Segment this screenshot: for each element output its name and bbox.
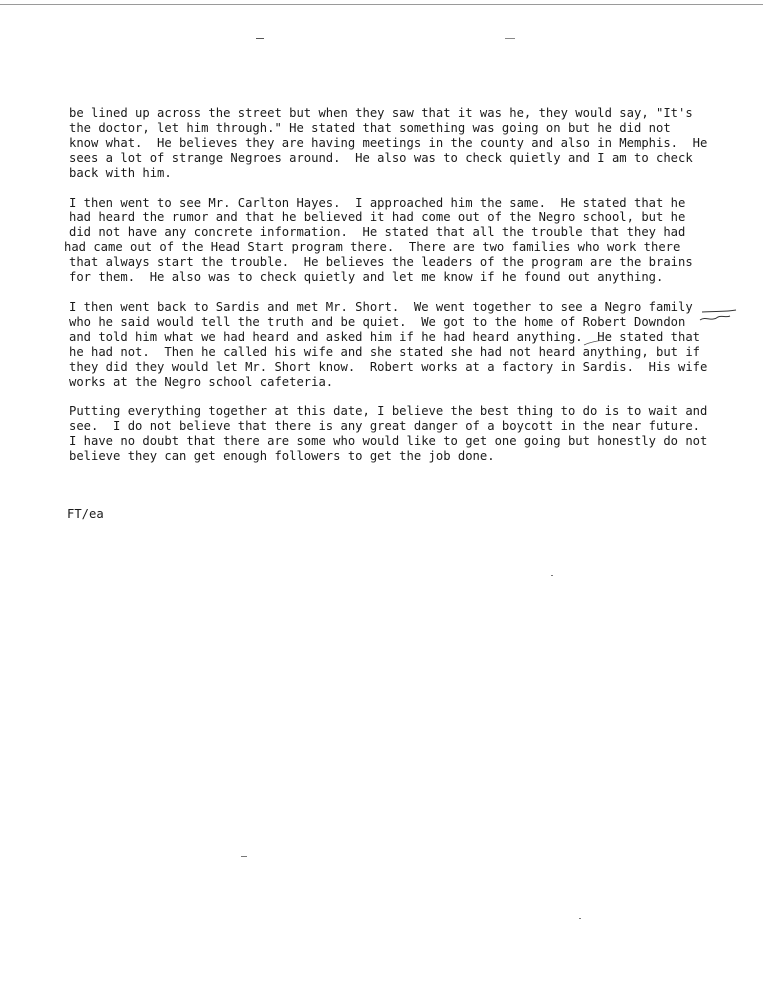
text-line: who he said would tell the truth and be quiet. We got to the home of Robert Downdon [69, 314, 686, 329]
text-line: for them. He also was to check quietly and let me know if he found out anything. [69, 270, 664, 285]
scan-speck [579, 918, 581, 919]
text-line: know what. He believes they are having meetings in the county and also in Memphis. He [69, 135, 708, 150]
text-line: I have no doubt that there are some who would like to get one going but honestly do not [69, 434, 708, 449]
top-edge-rule [0, 4, 763, 5]
text-line: I then went back to Sardis and met Mr. Short. We went together to see a Negro family [69, 299, 693, 314]
text-line: back with him. [69, 165, 172, 180]
text-line: be lined up across the street but when they saw that it was he, they would say, "It's [69, 106, 693, 120]
paragraph-4 [69, 404, 739, 464]
paragraph-3 [69, 300, 739, 389]
scan-speck [551, 575, 553, 576]
scan-speck [241, 856, 247, 857]
text-line: had heard the rumor and that he believed it had come out of the Negro school, but he [69, 210, 686, 225]
paragraph-1 [69, 106, 739, 181]
text-line: and told him what we had heard and asked him if he had heard anything. He stated that [69, 329, 701, 344]
text-line: did not have any concrete information. He stated that all the trouble that they had [69, 225, 686, 240]
text-line: believe they can get enough followers to get the job done. [69, 449, 495, 464]
paragraph-2 [64, 195, 739, 285]
typist-initials: FT/ea [67, 507, 104, 521]
text-line: had came out of the Head Start program there. There are two families who work there [64, 240, 681, 255]
text-line: I then went to see Mr. Carlton Hayes. I approached him the same. He stated that he [69, 195, 686, 210]
text-line: that always start the trouble. He believes the leaders of the program are the brains [69, 255, 693, 270]
header-mark [256, 38, 264, 39]
text-line: Putting everything together at this date, I believe the best thing to do is to wait and [69, 404, 708, 419]
text-line: he had not. Then he called his wife and she stated she had not heard anything, but if [69, 344, 701, 359]
text-line: see. I do not believe that there is any great danger of a boycott in the near future. [69, 419, 701, 434]
text-line: works at the Negro school cafeteria. [69, 374, 334, 389]
header-mark [505, 38, 515, 39]
document-body [64, 106, 739, 464]
handwritten-underline-mark [680, 308, 740, 324]
text-line: they did they would let Mr. Short know. Robert works at a factory in Sardis. His wife [69, 359, 708, 374]
handwritten-tick-mark [582, 339, 612, 349]
text-line: sees a lot of strange Negroes around. He also was to check quietly and I am to check [69, 150, 693, 165]
text-line: the doctor, let him through." He stated that something was going on but he did not [69, 120, 671, 135]
